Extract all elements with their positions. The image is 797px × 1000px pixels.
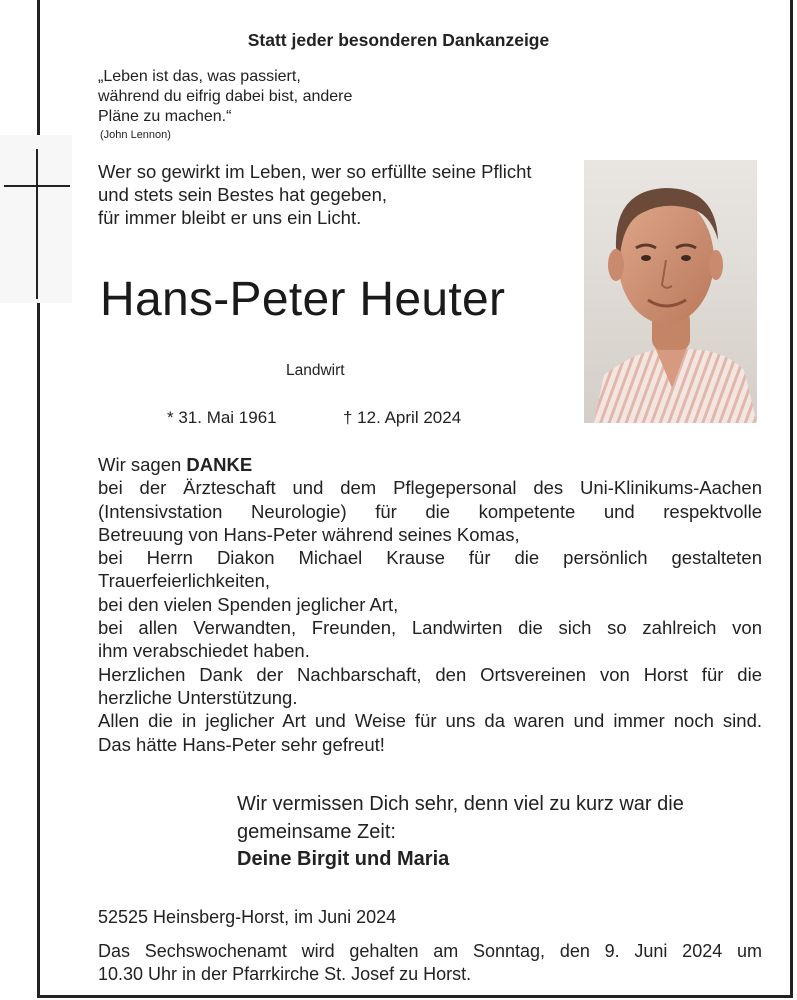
poem (98, 160, 532, 229)
thanks-line: Trauerfeierlichkeiten, (98, 570, 271, 592)
thanks-line: Betreuung von Hans-Peter während seines Komas, (98, 523, 520, 545)
notice-heading: Statt jeder besonderen Dankanzeige (247, 30, 550, 50)
service-line: 10.30 Uhr in der Pfarrkirche St. Josef zu Horst. (98, 964, 472, 984)
thanks-line: Herzlichen Dank der Nachbarschaft, den Ortsvereinen von Horst für die (98, 663, 762, 685)
closing-line: gemeinsame Zeit: (237, 821, 396, 843)
thanks-keyword: DANKE (186, 454, 253, 475)
thanks-line: (Intensivstation Neurologie) für die kompetente und respektvolle (98, 500, 762, 522)
thanks-line: ihm verabschiedet haben. (98, 640, 310, 662)
quote-line: Pläne zu machen.“ (98, 108, 232, 125)
closing-text (237, 790, 767, 846)
thanks-line: bei Herrn Diakon Michael Krause für die persönlich gestalteten (98, 547, 762, 569)
signers: Deine Birgit und Maria (237, 848, 450, 870)
birth-date: * 31. Mai 1961 (167, 408, 277, 427)
poem-line: Wer so gewirkt im Leben, wer so erfüllte seine Pflicht (98, 161, 532, 182)
quote (98, 67, 352, 127)
thanks-intro: Wir sagen DANKE (98, 454, 253, 475)
thanks-line: Das hätte Hans-Peter sehr gefreut! (98, 733, 385, 755)
closing-line: Wir vermissen Dich sehr, denn viel zu kurz war die (237, 793, 684, 815)
quote-author: (John Lennon) (100, 129, 171, 141)
thanks-line: bei allen Verwandten, Freunden, Landwirten die sich so zahlreich von (98, 617, 762, 639)
quote-line: während du eifrig dabei bist, andere (98, 88, 353, 105)
poem-line: und stets sein Bestes hat gegeben, (98, 184, 388, 205)
poem-line: für immer bleibt er uns ein Licht. (98, 207, 362, 228)
thanks-line: bei den vielen Spenden jeglicher Art, (98, 593, 399, 615)
thanks-line: herzliche Unterstützung. (98, 686, 298, 708)
cross-icon (0, 135, 72, 303)
thanks-line: bei der Ärzteschaft und dem Pflegepersonal des Uni-Klinikums-Aachen (98, 477, 762, 499)
deceased-name: Hans-Peter Heuter (100, 273, 506, 326)
death-date: † 12. April 2024 (343, 408, 462, 427)
portrait-photo (584, 160, 757, 423)
deceased-profession: Landwirt (286, 362, 345, 379)
thanks-line: Allen die in jeglicher Art und Weise für uns da waren und immer noch sind. (98, 710, 762, 732)
place-date: 52525 Heinsberg-Horst, im Juni 2024 (98, 907, 397, 927)
thanks-text (98, 453, 762, 756)
service-info (98, 940, 762, 986)
service-line: Das Sechswochenamt wird gehalten am Sonntag, den 9. Juni 2024 um (98, 941, 762, 961)
quote-line: „Leben ist das, was passiert, (98, 68, 301, 85)
